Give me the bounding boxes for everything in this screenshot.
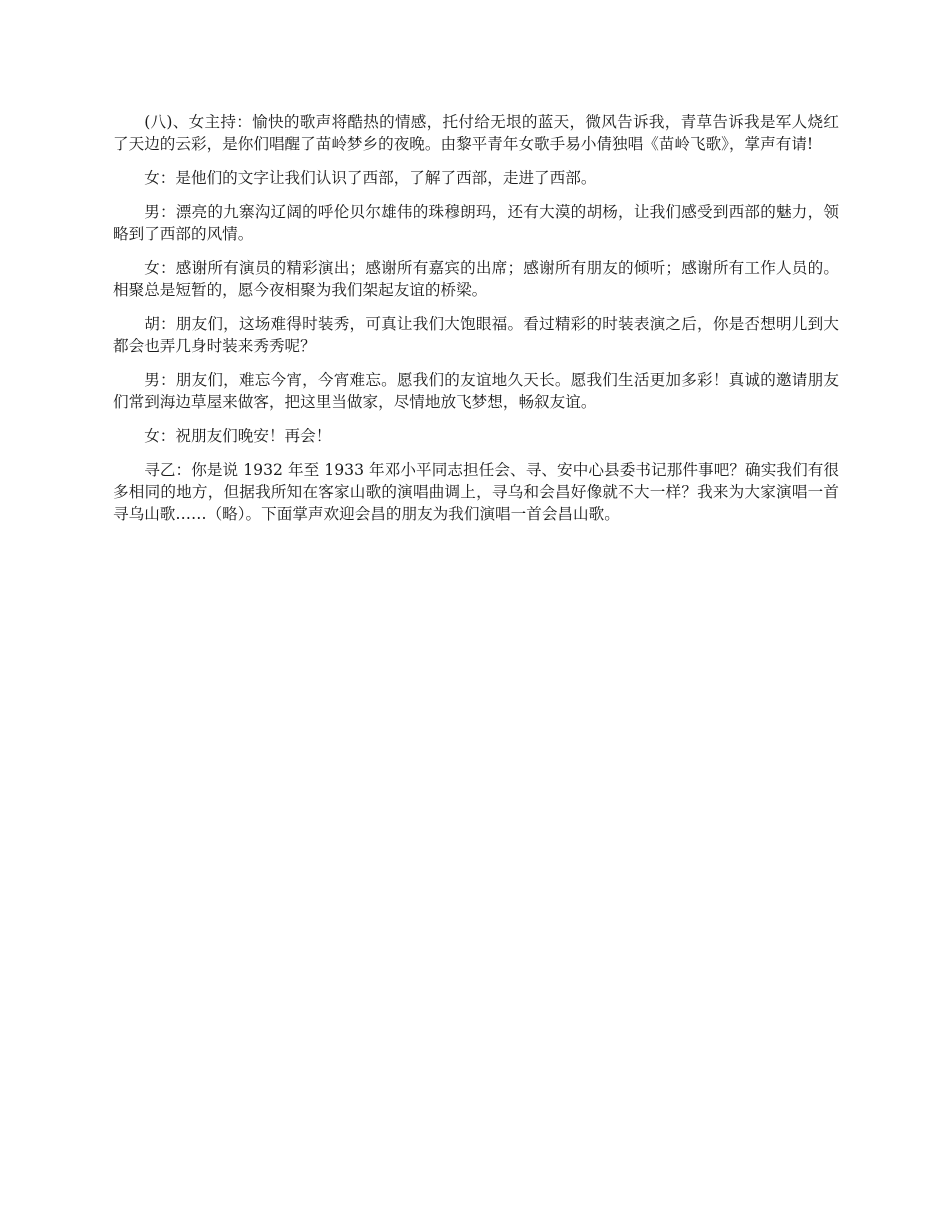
paragraph-hu-fashion: 胡：朋友们，这场难得时装秀，可真让我们大饱眼福。看过精彩的时装表演之后，你是否想明儿到大都会也弄几身时装来秀秀呢？ [113, 315, 839, 355]
paragraph-male-scenery: 男：漂亮的九寨沟辽阔的呼伦贝尔雄伟的珠穆朗玛，还有大漠的胡杨，让我们感受到西部的魅力，领略到了西部的风情。 [113, 203, 839, 243]
paragraph-host-intro: (八)、女主持：愉快的歌声将酷热的情感，托付给无垠的蓝天，微风告诉我，青草告诉我是军人烧红了天边的云彩，是你们唱醒了苗岭梦乡的夜晚。由黎平青年女歌手易小倩独唱《苗岭飞歌》，掌声有请! [113, 113, 839, 153]
paragraph-xunyi-song: 寻乙：你是说 1932 年至 1933 年邓小平同志担任会、寻、安中心县委书记那件事吧？确实我们有很多相同的地方，但据我所知在客家山歌的演唱曲调上，寻乌和会昌好像就不大一样？我来为大家演唱一首寻乌山歌……（略）。下面掌声欢迎会昌的朋友为我们演唱一首会昌山歌。 [113, 461, 839, 523]
paragraph-female-west: 女：是他们的文字让我们认识了西部，了解了西部，走进了西部。 [144, 169, 597, 187]
document-body [113, 111, 839, 537]
paragraph-male-farewell: 男：朋友们，难忘今宵，今宵难忘。愿我们的友谊地久天长。愿我们生活更加多彩！真诚的邀请朋友们常到海边草屋来做客，把这里当做家，尽情地放飞梦想，畅叙友谊。 [113, 371, 839, 411]
paragraph-female-goodnight: 女：祝朋友们晚安！再会！ [144, 427, 332, 445]
paragraph-female-thanks: 女：感谢所有演员的精彩演出；感谢所有嘉宾的出席；感谢所有朋友的倾听；感谢所有工作人员的。相聚总是短暂的，愿今夜相聚为我们架起友谊的桥梁。 [113, 259, 839, 299]
